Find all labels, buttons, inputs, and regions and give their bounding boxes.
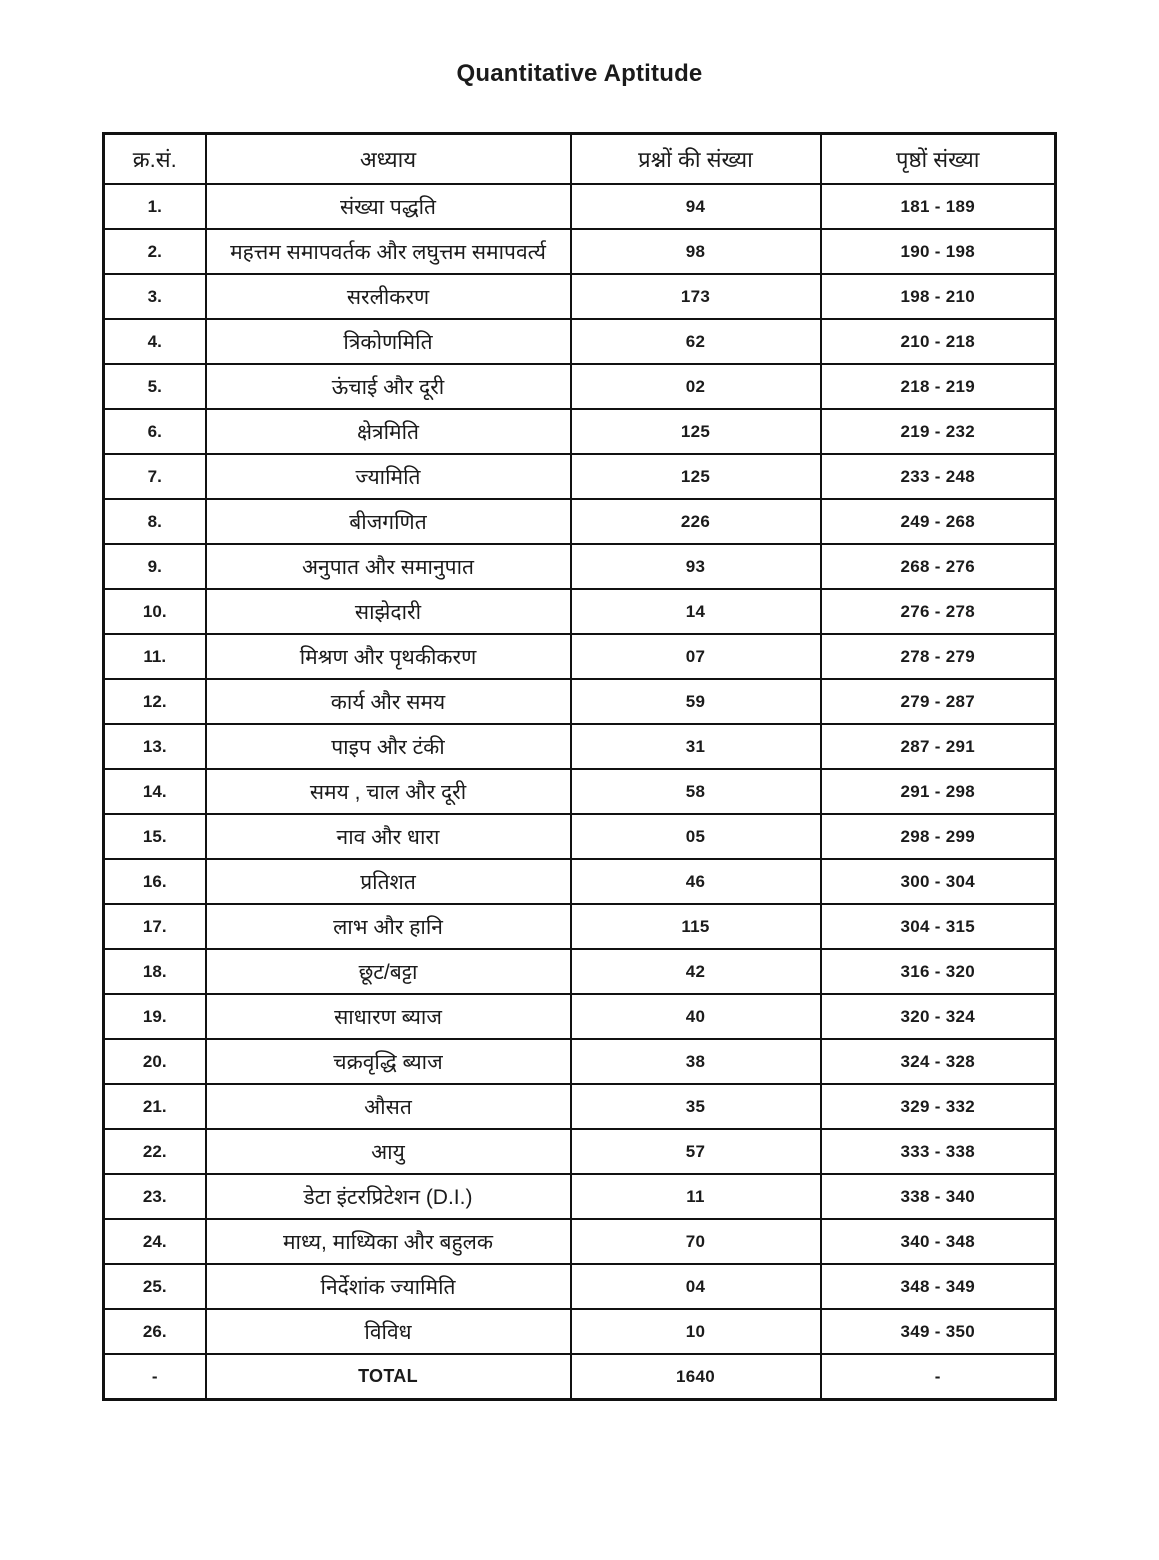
- chapter-cell: छूट/बट्टा: [206, 949, 571, 994]
- table-row: [104, 994, 1056, 1039]
- pages-cell: 333 - 338: [821, 1129, 1056, 1174]
- col-header-chapter: अध्याय: [206, 134, 571, 185]
- table-row: [104, 409, 1056, 454]
- serial-cell: 21.: [104, 1084, 206, 1129]
- pages-cell: 298 - 299: [821, 814, 1056, 859]
- pages-cell: -: [821, 1354, 1056, 1400]
- col-header-questions: प्रश्नों की संख्या: [571, 134, 821, 185]
- pages-cell: 320 - 324: [821, 994, 1056, 1039]
- questions-cell: 98: [571, 229, 821, 274]
- table-row: [104, 229, 1056, 274]
- serial-cell: 12.: [104, 679, 206, 724]
- questions-cell: 94: [571, 184, 821, 229]
- chapter-cell: साधारण ब्याज: [206, 994, 571, 1039]
- pages-cell: 278 - 279: [821, 634, 1056, 679]
- pages-cell: 190 - 198: [821, 229, 1056, 274]
- pages-cell: 316 - 320: [821, 949, 1056, 994]
- questions-cell: 57: [571, 1129, 821, 1174]
- serial-cell: 25.: [104, 1264, 206, 1309]
- table-row: [104, 724, 1056, 769]
- table-row: [104, 499, 1056, 544]
- pages-cell: 219 - 232: [821, 409, 1056, 454]
- pages-cell: 324 - 328: [821, 1039, 1056, 1084]
- chapter-cell: समय , चाल और दूरी: [206, 769, 571, 814]
- serial-cell: 20.: [104, 1039, 206, 1084]
- questions-cell: 1640: [571, 1354, 821, 1400]
- questions-cell: 70: [571, 1219, 821, 1264]
- questions-cell: 11: [571, 1174, 821, 1219]
- serial-cell: 23.: [104, 1174, 206, 1219]
- questions-cell: 40: [571, 994, 821, 1039]
- table-row: [104, 1174, 1056, 1219]
- chapter-cell: सरलीकरण: [206, 274, 571, 319]
- pages-cell: 210 - 218: [821, 319, 1056, 364]
- serial-cell: 26.: [104, 1309, 206, 1354]
- table-row: [104, 1354, 1056, 1400]
- serial-cell: 16.: [104, 859, 206, 904]
- chapter-cell: औसत: [206, 1084, 571, 1129]
- table-row: [104, 319, 1056, 364]
- pages-cell: 291 - 298: [821, 769, 1056, 814]
- table-row: [104, 184, 1056, 229]
- chapter-cell: साझेदारी: [206, 589, 571, 634]
- pages-cell: 218 - 219: [821, 364, 1056, 409]
- pages-cell: 276 - 278: [821, 589, 1056, 634]
- pages-cell: 233 - 248: [821, 454, 1056, 499]
- questions-cell: 38: [571, 1039, 821, 1084]
- chapter-cell: डेटा इंटरप्रिटेशन (D.I.): [206, 1174, 571, 1219]
- table-row: [104, 544, 1056, 589]
- table-row: [104, 859, 1056, 904]
- chapter-cell: बीजगणित: [206, 499, 571, 544]
- table-row: [104, 634, 1056, 679]
- table-row: [104, 1264, 1056, 1309]
- questions-cell: 10: [571, 1309, 821, 1354]
- questions-cell: 226: [571, 499, 821, 544]
- serial-cell: 14.: [104, 769, 206, 814]
- chapter-cell: क्षेत्रमिति: [206, 409, 571, 454]
- pages-cell: 181 - 189: [821, 184, 1056, 229]
- pages-cell: 300 - 304: [821, 859, 1056, 904]
- serial-cell: 3.: [104, 274, 206, 319]
- pages-cell: 348 - 349: [821, 1264, 1056, 1309]
- questions-cell: 14: [571, 589, 821, 634]
- table-row: [104, 769, 1056, 814]
- serial-cell: 19.: [104, 994, 206, 1039]
- table-body: [104, 184, 1056, 1400]
- questions-cell: 125: [571, 409, 821, 454]
- pages-cell: 349 - 350: [821, 1309, 1056, 1354]
- pages-cell: 338 - 340: [821, 1174, 1056, 1219]
- questions-cell: 125: [571, 454, 821, 499]
- table-row: [104, 904, 1056, 949]
- chapter-cell: प्रतिशत: [206, 859, 571, 904]
- serial-cell: 18.: [104, 949, 206, 994]
- chapter-cell: ज्यामिति: [206, 454, 571, 499]
- questions-cell: 93: [571, 544, 821, 589]
- chapter-cell: संख्या पद्धति: [206, 184, 571, 229]
- questions-cell: 04: [571, 1264, 821, 1309]
- table-row: [104, 1219, 1056, 1264]
- table-row: [104, 589, 1056, 634]
- table-row: [104, 1084, 1056, 1129]
- chapter-cell: माध्य, माध्यिका और बहुलक: [206, 1219, 571, 1264]
- chapter-cell: आयु: [206, 1129, 571, 1174]
- serial-cell: 22.: [104, 1129, 206, 1174]
- questions-cell: 58: [571, 769, 821, 814]
- questions-cell: 31: [571, 724, 821, 769]
- table-row: [104, 454, 1056, 499]
- serial-cell: 1.: [104, 184, 206, 229]
- chapter-cell: नाव और धारा: [206, 814, 571, 859]
- chapter-cell: पाइप और टंकी: [206, 724, 571, 769]
- serial-cell: 15.: [104, 814, 206, 859]
- chapter-cell: चक्रवृद्धि ब्याज: [206, 1039, 571, 1084]
- serial-cell: 7.: [104, 454, 206, 499]
- chapter-cell: TOTAL: [206, 1354, 571, 1400]
- pages-cell: 279 - 287: [821, 679, 1056, 724]
- questions-cell: 42: [571, 949, 821, 994]
- questions-cell: 173: [571, 274, 821, 319]
- questions-cell: 46: [571, 859, 821, 904]
- chapter-cell: मिश्रण और पृथकीकरण: [206, 634, 571, 679]
- chapter-cell: कार्य और समय: [206, 679, 571, 724]
- chapter-cell: अनुपात और समानुपात: [206, 544, 571, 589]
- table-row: [104, 949, 1056, 994]
- serial-cell: 2.: [104, 229, 206, 274]
- pages-cell: 198 - 210: [821, 274, 1056, 319]
- table-row: [104, 1309, 1056, 1354]
- serial-cell: 10.: [104, 589, 206, 634]
- chapter-cell: ऊंचाई और दूरी: [206, 364, 571, 409]
- pages-cell: 249 - 268: [821, 499, 1056, 544]
- pages-cell: 304 - 315: [821, 904, 1056, 949]
- questions-cell: 05: [571, 814, 821, 859]
- questions-cell: 35: [571, 1084, 821, 1129]
- header-row: [104, 134, 1056, 185]
- chapter-cell: त्रिकोणमिति: [206, 319, 571, 364]
- serial-cell: 11.: [104, 634, 206, 679]
- contents-table: [102, 132, 1057, 1401]
- questions-cell: 62: [571, 319, 821, 364]
- pages-cell: 287 - 291: [821, 724, 1056, 769]
- table-row: [104, 274, 1056, 319]
- chapter-cell: निर्देशांक ज्यामिति: [206, 1264, 571, 1309]
- serial-cell: 8.: [104, 499, 206, 544]
- questions-cell: 59: [571, 679, 821, 724]
- serial-cell: -: [104, 1354, 206, 1400]
- chapter-cell: विविध: [206, 1309, 571, 1354]
- table-row: [104, 364, 1056, 409]
- chapter-cell: महत्तम समापवर्तक और लघुत्तम समापवर्त्य: [206, 229, 571, 274]
- questions-cell: 02: [571, 364, 821, 409]
- page-title: Quantitative Aptitude: [456, 60, 703, 87]
- table-row: [104, 1129, 1056, 1174]
- serial-cell: 24.: [104, 1219, 206, 1264]
- col-header-serial: क्र.सं.: [104, 134, 206, 185]
- table-row: [104, 679, 1056, 724]
- serial-cell: 17.: [104, 904, 206, 949]
- chapter-cell: लाभ और हानि: [206, 904, 571, 949]
- serial-cell: 13.: [104, 724, 206, 769]
- table-row: [104, 1039, 1056, 1084]
- questions-cell: 07: [571, 634, 821, 679]
- col-header-pages: पृष्ठों संख्या: [821, 134, 1056, 185]
- table-row: [104, 814, 1056, 859]
- pages-cell: 329 - 332: [821, 1084, 1056, 1129]
- questions-cell: 115: [571, 904, 821, 949]
- serial-cell: 6.: [104, 409, 206, 454]
- serial-cell: 5.: [104, 364, 206, 409]
- serial-cell: 4.: [104, 319, 206, 364]
- serial-cell: 9.: [104, 544, 206, 589]
- pages-cell: 268 - 276: [821, 544, 1056, 589]
- pages-cell: 340 - 348: [821, 1219, 1056, 1264]
